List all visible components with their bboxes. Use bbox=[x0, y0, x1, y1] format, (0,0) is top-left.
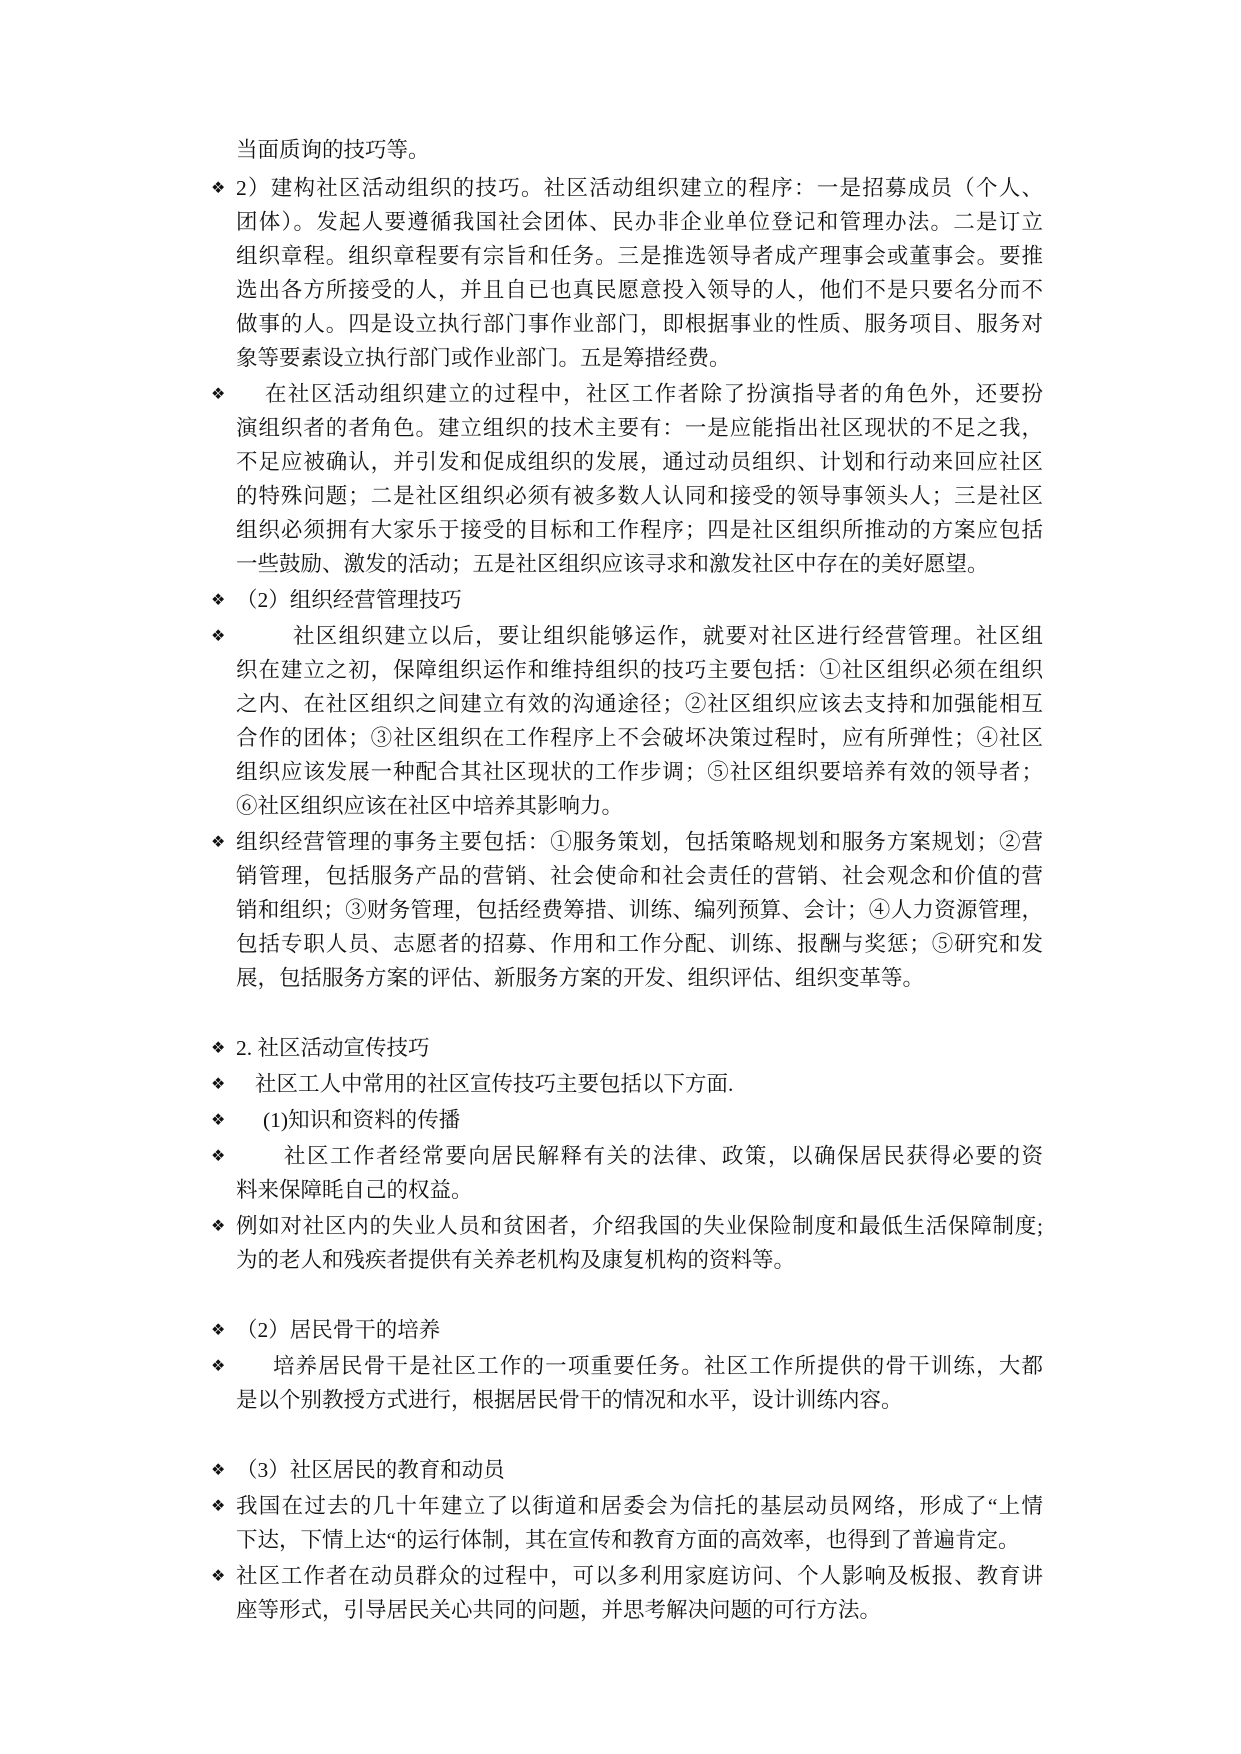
text-line: 象等要素设立执行部门或作业部门。五是筹措经费。 bbox=[236, 346, 731, 370]
text-line: 在社区活动组织建立的过程中，社区工作者除了扮演指导者的角色外，还要扮 bbox=[265, 382, 1043, 406]
bullet-icon: ❖ bbox=[211, 590, 226, 609]
list-item bbox=[211, 377, 1043, 581]
list-item bbox=[211, 1067, 1043, 1101]
bullet-icon: ❖ bbox=[211, 1074, 226, 1093]
list-item bbox=[211, 1031, 1043, 1065]
section-heading: （2）组织经营管理技巧 bbox=[236, 588, 462, 612]
text-line: 合作的团体；③社区组织在工作程序上不会破坏决策过程时，应有所弹性；④社区 bbox=[236, 726, 1043, 750]
text-line: 织在建立之初，保障组织运作和维持组织的技巧主要包括：①社区组织必须在组织 bbox=[236, 658, 1043, 682]
section-heading: 2. 社区活动宣传技巧 bbox=[236, 1036, 430, 1060]
text-line: 展，包括服务方案的评估、新服务方案的开发、组织评估、组织变革等。 bbox=[236, 966, 925, 990]
text-line: 不足应被确认，并引发和促成组织的发展，通过动员组织、计划和行动来回应社区 bbox=[236, 450, 1043, 474]
text-line: 组织应该发展一种配合其社区现状的工作步调；⑤社区组织要培养有效的领导者； bbox=[236, 760, 1043, 784]
text-line: 的特殊问题；二是社区组织必须有被多数人认同和接受的领导事领头人；三是社区 bbox=[236, 484, 1043, 508]
blank-line bbox=[236, 1417, 1043, 1451]
text-line: 组织必须拥有大家乐于接受的目标和工作程序；四是社区组织所推动的方案应包括 bbox=[236, 518, 1043, 542]
continuation-paragraph bbox=[236, 133, 1043, 167]
text-line: 演组织者的者角色。建立组织的技术主要有：一是应能指出社区现状的不足之我， bbox=[236, 416, 1043, 440]
text-line: 例如对社区内的失业人员和贫困者，介绍我国的失业保险制度和最低生活保障制度; bbox=[236, 1214, 1043, 1238]
text-line: 是以个别教授方式进行，根据居民骨干的情况和水平，设计训练内容。 bbox=[236, 1388, 903, 1412]
blank-line bbox=[236, 995, 1043, 1029]
bullet-icon: ❖ bbox=[211, 1460, 226, 1479]
list-item bbox=[211, 825, 1043, 995]
blank-line bbox=[236, 1277, 1043, 1311]
text-line: 销管理，包括服务产品的营销、社会使命和社会责任的营销、社会观念和价值的营 bbox=[236, 864, 1043, 888]
text-line: 为的老人和残疾者提供有关养老机构及康复机构的资料等。 bbox=[236, 1248, 796, 1272]
text-line: 培养居民骨干是社区工作的一项重要任务。社区工作所提供的骨干训练，大都 bbox=[273, 1354, 1043, 1378]
list-item bbox=[211, 619, 1043, 823]
list-item bbox=[211, 1103, 1043, 1137]
bullet-icon: ❖ bbox=[211, 1320, 226, 1339]
text-line: 包括专职人员、志愿者的招募、作用和工作分配、训练、报酬与奖惩；⑤研究和发 bbox=[236, 932, 1043, 956]
section-heading: （3）社区居民的教育和动员 bbox=[236, 1458, 505, 1482]
list-item bbox=[211, 1313, 1043, 1347]
bullet-icon: ❖ bbox=[211, 384, 226, 403]
list-item bbox=[211, 1559, 1043, 1627]
bullet-icon: ❖ bbox=[211, 832, 226, 851]
section-heading: （2）居民骨干的培养 bbox=[236, 1318, 441, 1342]
text-line: 团体）。发起人要遵循我国社会团体、民办非企业单位登记和管理办法。二是订立 bbox=[236, 210, 1043, 234]
text-line: 料来保障眊自己的权益。 bbox=[236, 1178, 473, 1202]
list-item bbox=[211, 1139, 1043, 1207]
list-item bbox=[211, 1209, 1043, 1277]
text-line: ⑥社区组织应该在社区中培养其影响力。 bbox=[236, 794, 624, 818]
text-line: 下达，下情上达“的运行体制，其在宣传和教育方面的高效率，也得到了普遍肯定。 bbox=[236, 1528, 1020, 1552]
text-line: 当面质询的技巧等。 bbox=[236, 138, 430, 162]
bullet-icon: ❖ bbox=[211, 1038, 226, 1057]
text-line: 2）建构社区活动组织的技巧。社区活动组织建立的程序：一是招募成员（个人、 bbox=[236, 176, 1043, 200]
bullet-icon: ❖ bbox=[211, 1356, 226, 1375]
text-line: 社区工作者经常要向居民解释有关的法律、政策，以确保居民获得必要的资 bbox=[284, 1144, 1043, 1168]
document-body bbox=[211, 133, 1043, 1627]
text-line: 选出各方所接受的人，并且自已也真民愿意投入领导的人，他们不是只要名分而不 bbox=[236, 278, 1043, 302]
list-item bbox=[211, 1349, 1043, 1417]
text-line: 组织经营管理的事务主要包括：①服务策划，包括策略规划和服务方案规划；②营 bbox=[236, 830, 1043, 854]
list-item bbox=[211, 583, 1043, 617]
text-line: 社区工作者在动员群众的过程中，可以多利用家庭访问、个人影响及板报、教育讲 bbox=[236, 1564, 1043, 1588]
list-item bbox=[211, 1489, 1043, 1557]
bullet-icon: ❖ bbox=[211, 1216, 226, 1235]
text-line: 做事的人。四是设立执行部门事作业部门，即根据事业的性质、服务项目、服务对 bbox=[236, 312, 1043, 336]
bullet-icon: ❖ bbox=[211, 1146, 226, 1165]
text-line: 我国在过去的几十年建立了以街道和居委会为信托的基层动员网络，形成了“上情 bbox=[236, 1494, 1043, 1518]
text-line: 社区组织建立以后，要让组织能够运作，就要对社区进行经营管理。社区组 bbox=[293, 624, 1043, 648]
text-line: 社区工人中常用的社区宣传技巧主要包括以下方面. bbox=[255, 1072, 734, 1096]
bullet-icon: ❖ bbox=[211, 626, 226, 645]
text-line: 组织章程。组织章程要有宗旨和任务。三是推选领导者成产理事会或董事会。要推 bbox=[236, 244, 1043, 268]
text-line: 之内、在社区组织之间建立有效的沟通途径；②社区组织应该去支持和加强能相互 bbox=[236, 692, 1043, 716]
text-line: 座等形式，引导居民关心共同的问题，并思考解决问题的可行方法。 bbox=[236, 1598, 882, 1622]
section-heading: (1)知识和资料的传播 bbox=[263, 1108, 461, 1132]
bullet-icon: ❖ bbox=[211, 1496, 226, 1515]
bullet-icon: ❖ bbox=[211, 1566, 226, 1585]
bullet-icon: ❖ bbox=[211, 178, 226, 197]
text-line: 一些鼓励、激发的活动；五是社区组织应该寻求和激发社区中存在的美好愿望。 bbox=[236, 552, 989, 576]
text-line: 销和组织；③财务管理，包括经费筹措、训练、编列预算、会计；④人力资源管理， bbox=[236, 898, 1043, 922]
bullet-icon: ❖ bbox=[211, 1110, 226, 1129]
list-item bbox=[211, 1453, 1043, 1487]
list-item bbox=[211, 171, 1043, 375]
